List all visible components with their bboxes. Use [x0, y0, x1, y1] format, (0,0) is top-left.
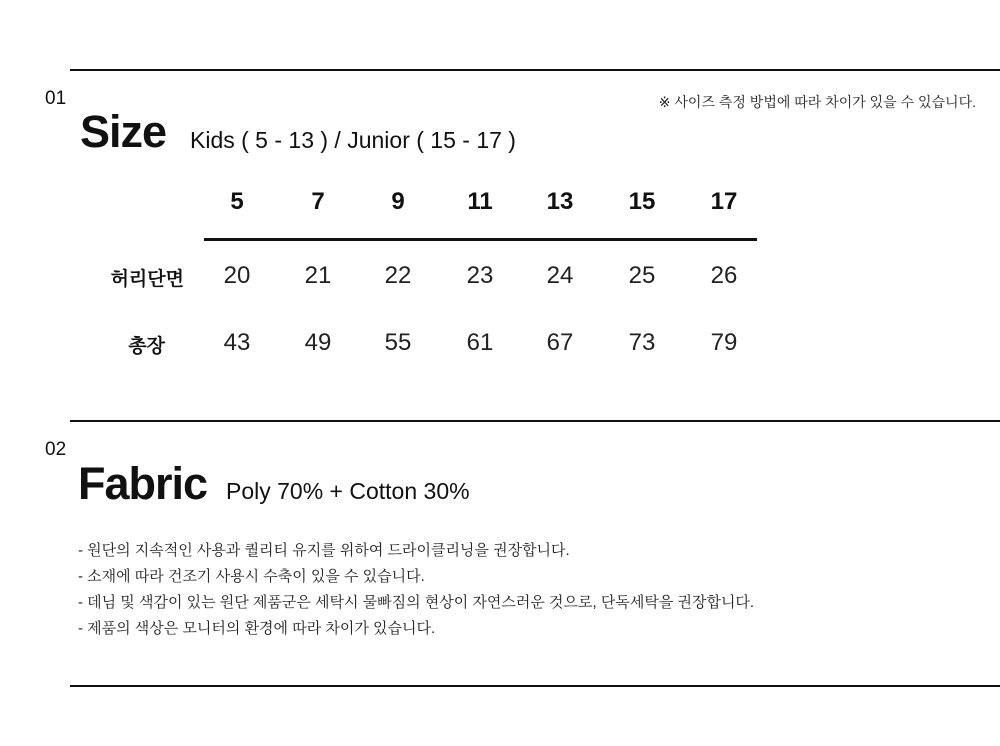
section-number-size: 01: [45, 88, 67, 109]
size-col-header: 7: [311, 188, 325, 215]
care-note: - 제품의 색상은 모니터의 환경에 따라 차이가 있습니다.: [78, 620, 436, 637]
size-measurement-note: ※ 사이즈 측정 방법에 따라 차이가 있을 수 있습니다.: [658, 94, 976, 110]
table-cell: 22: [384, 262, 412, 289]
size-col-header: 13: [546, 188, 574, 215]
fabric-heading: Fabric: [78, 458, 208, 509]
table-cell: 24: [546, 262, 574, 289]
middle-divider: [70, 420, 1000, 422]
table-cell: 61: [466, 329, 494, 356]
bottom-divider: [70, 685, 1000, 687]
section-number-fabric: 02: [45, 439, 67, 460]
table-cell: 25: [628, 262, 656, 289]
table-cell: 79: [710, 329, 738, 356]
table-cell: 23: [466, 262, 494, 289]
care-note: - 소재에 따라 건조기 사용시 수축이 있을 수 있습니다.: [78, 568, 425, 585]
size-subtitle: Kids ( 5 - 13 ) / Junior ( 15 - 17 ): [190, 127, 516, 153]
table-cell: 49: [304, 329, 332, 356]
care-note: - 원단의 지속적인 사용과 퀄리티 유지를 위하여 드라이클리닝을 권장합니다.: [78, 542, 570, 559]
fabric-composition: Poly 70% + Cotton 30%: [226, 478, 470, 504]
table-cell: 20: [223, 262, 251, 289]
fabric-care-notes: [78, 538, 754, 642]
size-col-header: 15: [628, 188, 656, 215]
table-cell: 55: [384, 329, 412, 356]
table-cell: 21: [304, 262, 332, 289]
size-col-header: 17: [710, 188, 738, 215]
table-cell: 73: [628, 329, 656, 356]
top-divider: [70, 69, 1000, 71]
row-label-waist: 허리단면: [110, 269, 184, 290]
size-col-header: 11: [467, 188, 493, 215]
table-cell: 43: [223, 329, 251, 356]
size-col-header: 5: [230, 188, 244, 215]
table-cell: 67: [546, 329, 574, 356]
size-col-header: 9: [391, 188, 405, 215]
care-note: - 데님 및 색감이 있는 원단 제품군은 세탁시 물빠짐의 현상이 자연스러운 것으로, 단독세탁을 권장합니다.: [78, 594, 755, 611]
row-label-length: 총장: [128, 336, 165, 357]
table-cell: 26: [710, 262, 738, 289]
size-heading: Size: [80, 106, 167, 157]
table-header-rule: [204, 238, 757, 241]
